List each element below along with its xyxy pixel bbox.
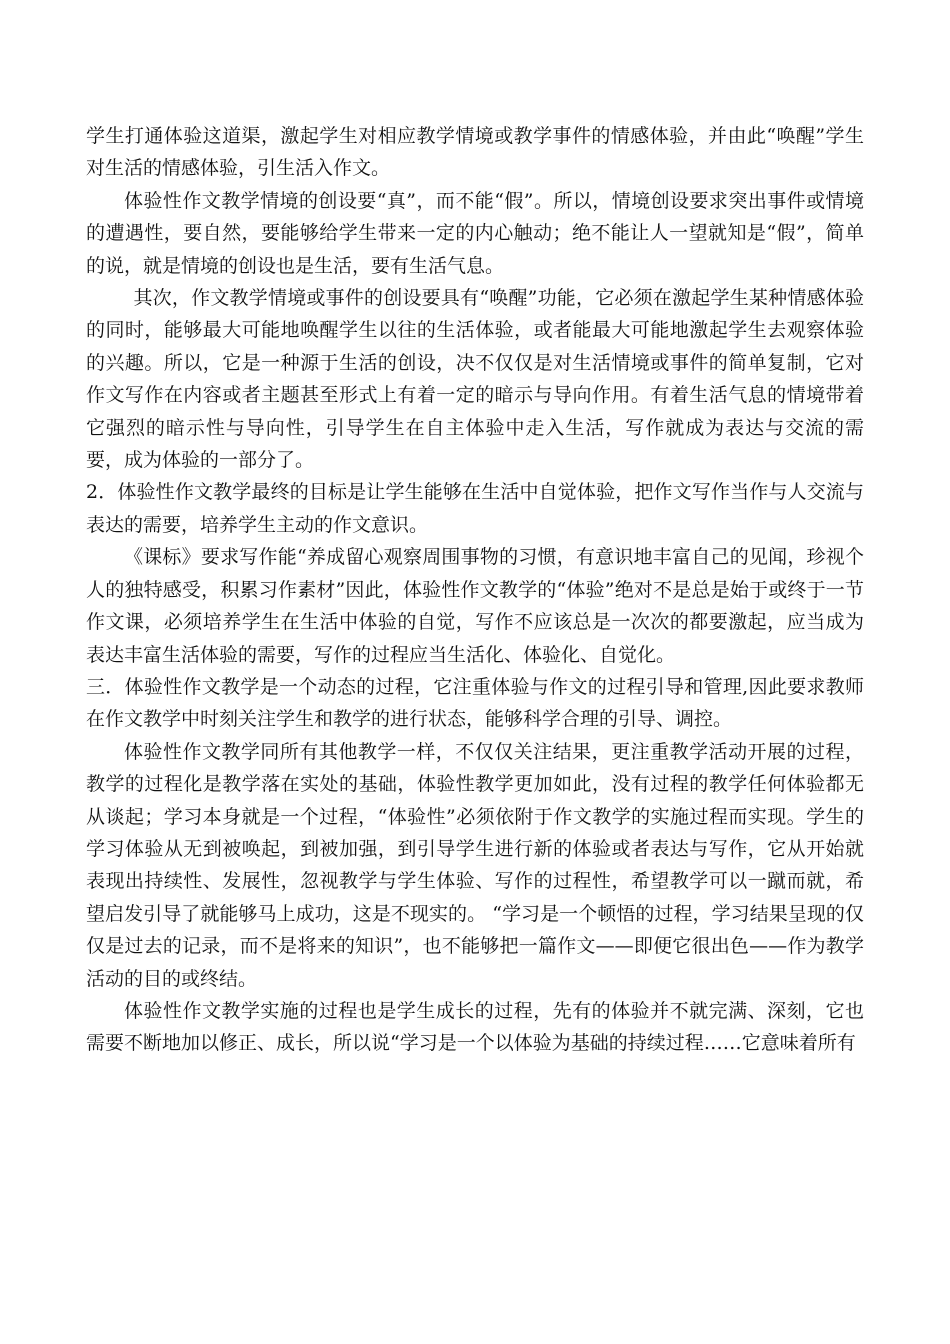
paragraph-intro-continued: 学生打通体验这道渠，激起学生对相应教学情境或教学事件的情感体验，并由此“唤醒”学生对生活的情感体验，引生活入作文。 <box>86 125 864 180</box>
paragraph-teaching-process: 体验性作文教学同所有其他教学一样，不仅仅关注结果，更注重教学活动开展的过程，教学的过程化是教学落在实处的基础，体验性教学更加如此，没有过程的教学任何体验都无从谈起；学习本身就是一个过程，“体验性”必须依附于作文教学的实施过程而实现。学生的学习体验从无到被唤起，到被加强，到引导学生进行新的体验或者表达与写作，它从开始就表现出持续性、发展性，忽视教学与学生体验、写作的过程性，希望教学可以一蹴而就，希望启发引导了就能够马上成功，这是不现实的。 “学习是一个顿悟的过程，学习结果呈现的仅仅是过去的记录，而不是将来的知识”，也不能够把一篇作文——即便它很出色——作为教学活动的目的或终结。 <box>86 740 864 990</box>
document-body <box>86 120 864 1060</box>
paragraph-section-2-heading: 2．体验性作文教学最终的目标是让学生能够在生活中自觉体验，把作文写作当作与人交流与表达的需要，培养学生主动的作文意识。 <box>86 481 864 536</box>
paragraph-student-growth: 体验性作文教学实施的过程也是学生成长的过程，先有的体验并不就完满、深刻，它也需要不断地加以修正、成长，所以说“学习是一个以体验为基础的持续过程……它意味着所有 <box>86 999 864 1055</box>
paragraph-situation-authenticity: 体验性作文教学情境的创设要“真”，而不能“假”。所以，情境创设要求突出事件或情境的遭遇性，要自然，要能够给学生带来一定的内心触动；绝不能让人一望就知是“假”，简单的说，就是情境的创设也是生活，要有生活气息。 <box>86 189 864 277</box>
paragraph-curriculum-standard: 《课标》要求写作能“养成留心观察周围事物的习惯，有意识地丰富自己的见闻，珍视个人的独特感受，积累习作素材”因此，体验性作文教学的“体验”绝对不是总是始于或终于一节作文课，必须培养学生在生活中体验的自觉，写作不应该总是一次次的都要激起，应当成为表达丰富生活体验的需要，写作的过程应当生活化、体验化、自觉化。 <box>86 546 864 666</box>
paragraph-awakening-function: 其次，作文教学情境或事件的创设要具有“唤醒”功能，它必须在激起学生某种情感体验的同时，能够最大可能地唤醒学生以往的生活体验，或者能最大可能地激起学生去观察体验的兴趣。所以，它是一种源于生活的创设，决不仅仅是对生活情境或事件的简单复制，它对作文写作在内容或者主题甚至形式上有着一定的暗示与导向作用。有着生活气息的情境带着它强烈的暗示性与导向性，引导学生在自主体验中走入生活，写作就成为表达与交流的需要，成为体验的一部分了。 <box>86 287 864 472</box>
paragraph-section-3-heading: 三．体验性作文教学是一个动态的过程，它注重体验与作文的过程引导和管理,因此要求教师在作文教学中时刻关注学生和教学的进行状态，能够科学合理的引导、调控。 <box>86 675 864 731</box>
